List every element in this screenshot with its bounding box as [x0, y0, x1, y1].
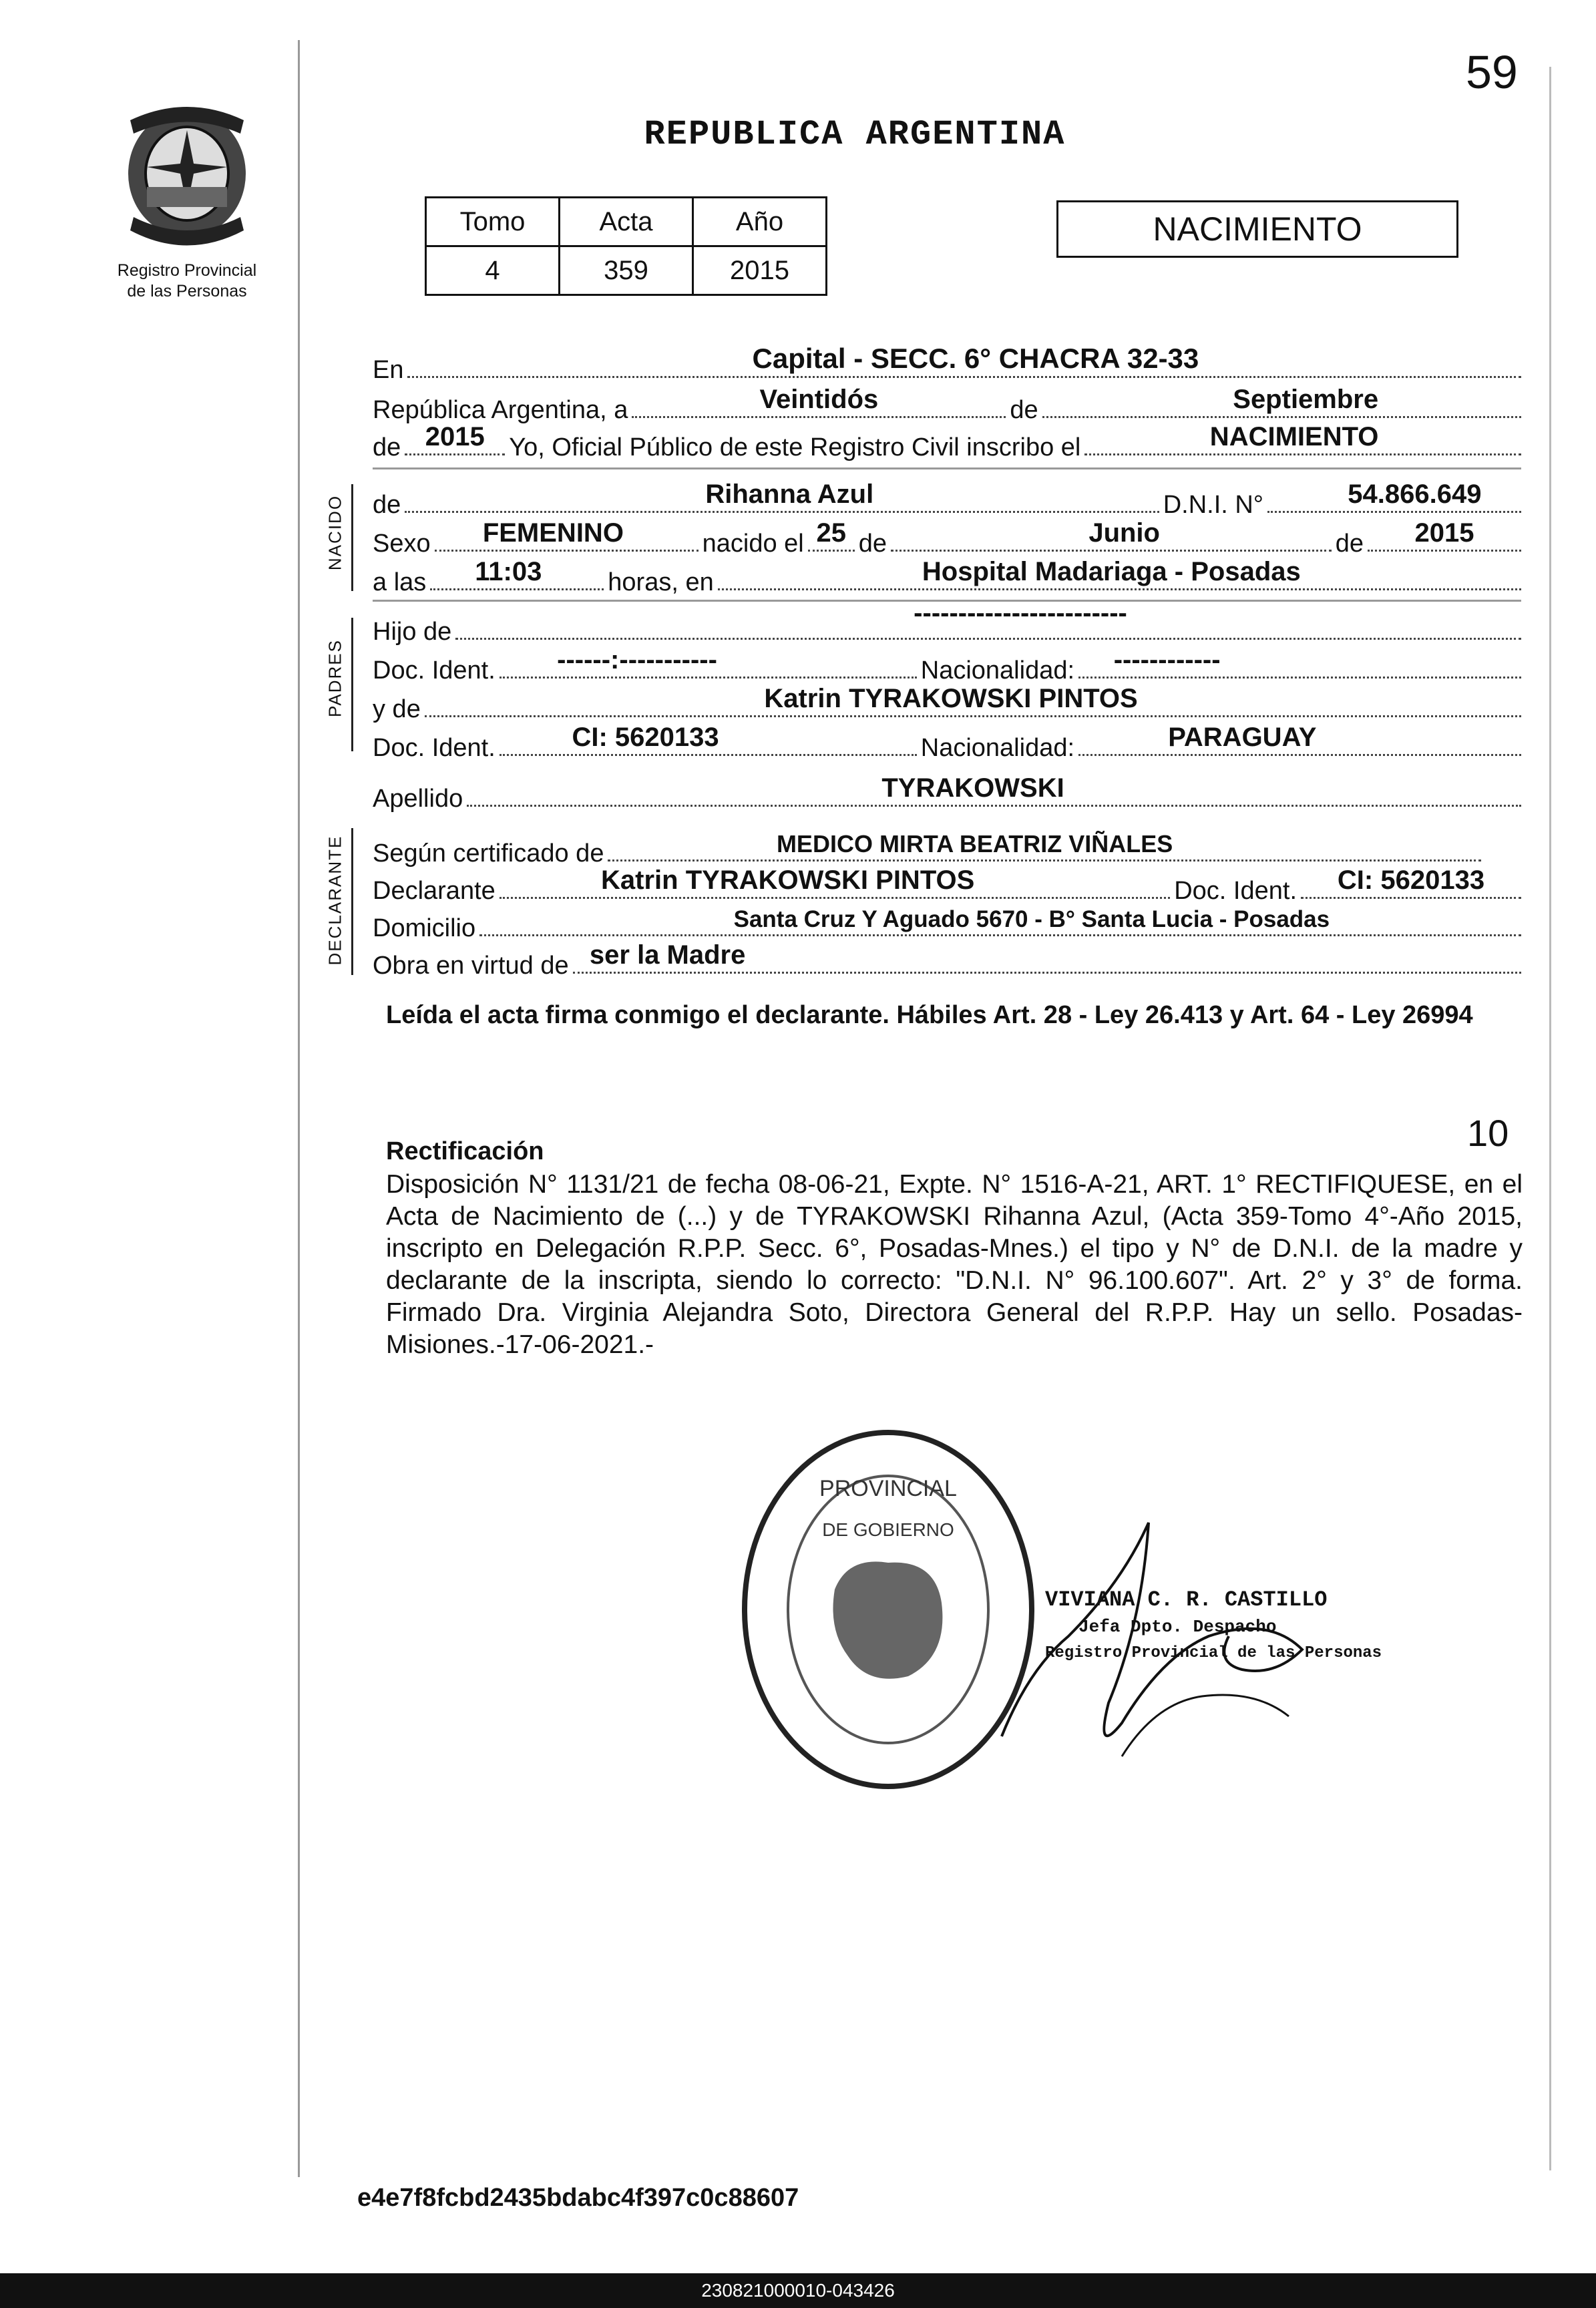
nac-dia-value: 25 [816, 518, 846, 548]
nacido-el-label: nacido el [702, 530, 804, 558]
obra-value: ser la Madre [589, 940, 746, 970]
de-label-1: de [1010, 396, 1038, 424]
rectification-title: Rectificación [386, 1137, 544, 1165]
footer-code: 230821000010-043426 [701, 2280, 895, 2301]
row-sexo [373, 518, 1521, 558]
footer-bar [0, 2273, 1596, 2308]
decl-label: Declarante [373, 877, 495, 905]
signatory-name: VIVIANA C. R. CASTILLO [1045, 1587, 1328, 1612]
doc2-label: Doc. Ident. [373, 734, 495, 762]
nac-anio-value: 2015 [1414, 518, 1474, 548]
row-domicilio [373, 906, 1521, 943]
hijo-label: Hijo de [373, 618, 452, 646]
svg-text:PROVINCIAL: PROVINCIAL [819, 1476, 957, 1501]
title-text: REPUBLICA ARGENTINA [644, 115, 1066, 154]
obra-label: Obra en virtud de [373, 952, 569, 980]
yde-label: y de [373, 695, 421, 723]
doc1-label: Doc. Ident. [373, 656, 495, 685]
madre-field [425, 684, 1521, 717]
madre-value: Katrin TYRAKOWSKI PINTOS [764, 684, 1138, 713]
de-label-4: de [858, 530, 887, 558]
declarante-bar [351, 828, 353, 975]
divider [373, 467, 1521, 469]
dom-label: Domicilio [373, 914, 476, 942]
svg-text:DE GOBIERNO: DE GOBIERNO [822, 1519, 954, 1540]
decl-doc-field [1301, 866, 1521, 899]
nac2-label: Nacionalidad: [920, 734, 1075, 762]
acta-header: Acta [560, 198, 693, 246]
decl-doc-value: CI: 5620133 [1337, 866, 1485, 895]
tomo-header: Tomo [426, 198, 560, 246]
nac-anio-field [1368, 518, 1521, 552]
acta-table [425, 196, 827, 296]
de-label-3: de [373, 491, 401, 519]
dni-field [1267, 479, 1521, 513]
nac-mes-field [891, 518, 1332, 552]
row-hijo [373, 598, 1521, 646]
nacido-bar [351, 484, 353, 591]
anio-header: Año [693, 198, 827, 246]
decl-doc-label: Doc. Ident. [1174, 877, 1297, 905]
anio-field [405, 422, 505, 455]
right-margin-line [1549, 67, 1551, 2170]
row-fecha-inscripcion [373, 387, 1521, 425]
decl-field [500, 866, 1170, 899]
nac1-label: Nacionalidad: [920, 656, 1075, 685]
en-label: En [373, 356, 404, 384]
hora-field [430, 557, 604, 590]
apellido-value: TYRAKOWSKI [881, 773, 1064, 803]
doc1-field [500, 645, 917, 679]
registry-line-1: Registro Provincial [117, 261, 257, 280]
en-field [407, 343, 1521, 378]
nombre-value: Rihanna Azul [705, 479, 874, 509]
tipo-field [1084, 422, 1521, 455]
mes-value: Septiembre [1233, 385, 1379, 414]
dia-field [632, 385, 1006, 418]
document-hash: e4e7f8fcbd2435bdabc4f397c0c88607 [357, 2184, 799, 2212]
republica-label: República Argentina, a [373, 396, 628, 424]
oficial-text: Yo, Oficial Público de este Registro Civil inscribo el [509, 433, 1081, 461]
dia-value: Veintidós [759, 385, 879, 414]
dni-label: D.N.I. N° [1163, 491, 1263, 519]
hora-value: 11:03 [475, 557, 542, 586]
sexo-field [435, 518, 699, 552]
registry-line-2: de las Personas [127, 282, 247, 301]
doc2-value: CI: 5620133 [572, 723, 719, 752]
horas-en-label: horas, en [608, 568, 714, 596]
padres-side-label: PADRES [325, 639, 345, 717]
record-type-box: NACIMIENTO [1056, 200, 1458, 258]
row-certificado [373, 831, 1521, 868]
en-value: Capital - SECC. 6° CHACRA 32-33 [752, 343, 1199, 374]
nac1-value: ------------ [1113, 645, 1221, 675]
padre-field [455, 598, 1521, 640]
row-hora [373, 557, 1521, 597]
doc2-field [500, 723, 917, 756]
declarante-side-label: DECLARANTE [325, 835, 345, 966]
tomo-value: 4 [426, 246, 560, 295]
obra-field [573, 940, 1521, 974]
row-doc2 [373, 725, 1521, 763]
row-obra [373, 940, 1521, 980]
acta-value: 359 [560, 246, 693, 295]
nombre-field [405, 479, 1159, 513]
signatory-office: Registro Provincial de las Personas [1045, 1644, 1382, 1662]
dom-field [479, 906, 1521, 936]
closing-note: Leída el acta firma conmigo el declarante. Hábiles Art. 28 - Ley 26.413 y Art. 64 - Ley 26994 [386, 1001, 1473, 1029]
document-title [0, 115, 1596, 154]
de-label-2: de [373, 433, 401, 461]
page-number: 59 [1466, 46, 1518, 98]
cert-field [608, 830, 1481, 861]
anio-inscripcion-value: 2015 [425, 422, 485, 451]
lugar-field [718, 557, 1521, 590]
nac1-field [1078, 645, 1521, 679]
nac-mes-value: Junio [1088, 518, 1160, 548]
signatory-role: Jefa Dpto. Despacho [1078, 1617, 1277, 1637]
anio-value: 2015 [693, 246, 827, 295]
row-madre [373, 684, 1521, 724]
dni-value: 54.866.649 [1348, 479, 1482, 509]
dom-value: Santa Cruz Y Aguado 5670 - B° Santa Lucia - Posadas [733, 906, 1330, 932]
padre-value: ------------------------ [914, 598, 1127, 628]
apellido-field [467, 773, 1521, 807]
padres-bar [351, 618, 353, 751]
row-doc1 [373, 645, 1521, 685]
registry-label [87, 260, 287, 302]
sexo-value: FEMENINO [482, 518, 624, 548]
rectification-number: 10 [1467, 1112, 1509, 1154]
doc1-value: ------:----------- [557, 645, 717, 675]
lugar-value: Hospital Madariaga - Posadas [922, 557, 1301, 586]
rectification-body: Disposición N° 1131/21 de fecha 08-06-21, Expte. N° 1516-A-21, ART. 1° RECTIFIQUESE, en el Acta de Nacimiento de (...) y de TYRAKOWSKI Rihanna Azul, (Acta 359-Tomo 4°-Año 2015, inscripto en Delegación R.P.P. Secc. 6°, Posadas-Mnes.) el tipo y N° de D.N.I. de la madre y declarante de la inscripta, siendo lo correcto: "D.N.I. N° 96.100.607". Art. 2° y 3° de forma. Firmado Dra. Virginia Alejandra Soto, Directora General del R.P.P. Hay un sello. Posadas-Misiones.-17-06-2021.- [386, 1170, 1523, 1359]
nac-dia-field [808, 518, 855, 552]
row-tipo [373, 422, 1521, 462]
cert-label: Según certificado de [373, 839, 604, 868]
nac2-field [1078, 723, 1521, 756]
alas-label: a las [373, 568, 427, 596]
row-en [373, 343, 1521, 385]
signatory-block [1045, 1587, 1382, 1667]
row-apellido [373, 773, 1521, 813]
mes-field [1042, 385, 1521, 418]
nac2-value: PARAGUAY [1168, 723, 1317, 752]
decl-value: Katrin TYRAKOWSKI PINTOS [601, 866, 975, 895]
left-margin-line [298, 40, 300, 2177]
sexo-label: Sexo [373, 530, 431, 558]
apellido-label: Apellido [373, 785, 463, 813]
nacido-side-label: NACIDO [325, 494, 345, 571]
cert-value: MEDICO MIRTA BEATRIZ VIÑALES [776, 830, 1173, 857]
row-nombre [373, 479, 1521, 520]
de-label-5: de [1335, 530, 1364, 558]
row-declarante [373, 868, 1521, 906]
tipo-value: NACIMIENTO [1209, 422, 1379, 451]
